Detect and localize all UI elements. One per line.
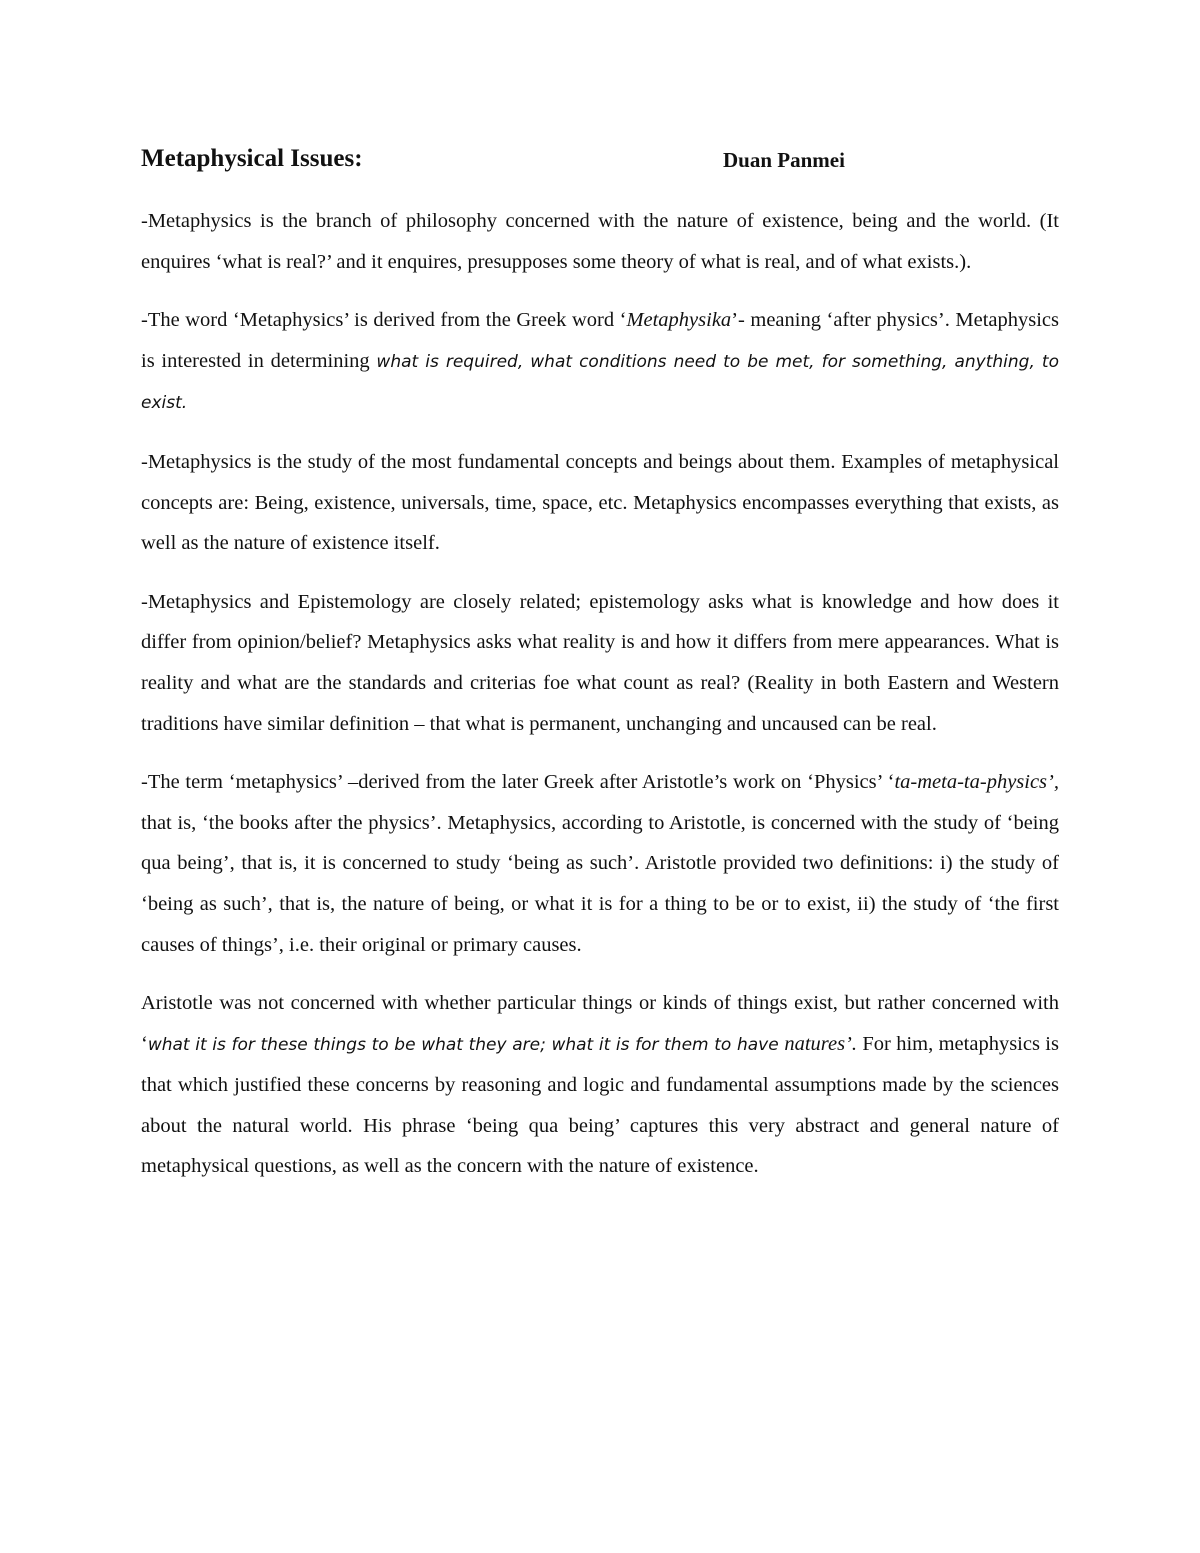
italic-emphasis: what it is for these things to be what they are; what it is for them to have — [147, 1034, 785, 1055]
text-run: that is, ‘the books after the physics’. Metaphysics, according to Aristotle, is concerned with the study of ‘being qua being’, that is, it is concerned to study ‘being as such’. Aristotle provided two definitions: i) the study of ‘being as such’, that is, the nature of being, or what it is for a thing to be or to exist, ii) the study of ‘the first causes of things’, i.e. their original or primary causes. — [141, 811, 1059, 956]
paragraph-aristotle-term — [141, 762, 1059, 965]
paragraph-definition — [141, 201, 1059, 282]
author-name: Duan Panmei — [723, 148, 845, 172]
italic-emphasis: what is required, what conditions need to be met, for something, anything, to exist. — [141, 351, 1059, 414]
text-run: -Metaphysics is the study of the most fundamental concepts and beings about them. Examples of metaphysical concepts are: Being, existence, universals, time, space, etc. Metaphysics encompasses everything that exists, as well as the nature of existence itself. — [141, 450, 1059, 555]
document-body — [141, 201, 1059, 1205]
text-run: -Metaphysics is the branch of philosophy concerned with the nature of existence, being and the world. (It enquires ‘what is real?’ and it enquires, presupposes some theory of what is real, and of what exists.). — [141, 210, 1059, 273]
paragraph-etymology — [141, 300, 1059, 424]
document-title: Metaphysical Issues: — [141, 145, 363, 172]
text-run: For him, metaphysics is that which justified these concerns by reasoning and logic and fundamental assumptions made by the sciences about the natural world. His phrase ‘being qua being’ captures this very abstract and general nature of metaphysical questions, as well as the concern with the nature of existence. — [141, 1032, 1059, 1178]
paragraph-epistemology — [141, 582, 1059, 744]
italic-term: Metaphysika — [626, 309, 732, 332]
text-run: Aristotle was not concerned with whether particular things or kinds of things exist, but rather concerned with ‘ — [141, 992, 1059, 1055]
paragraph-aristotle-concern — [141, 983, 1059, 1187]
paragraph-concepts — [141, 442, 1059, 564]
text-run: ’- meaning ‘after physics’. Metaphysics is interested in determining — [141, 309, 1059, 372]
text-run: -The word ‘Metaphysics’ is derived from the Greek word ‘ — [141, 309, 627, 332]
italic-term: ta-meta-ta-physics’, — [894, 771, 1059, 794]
italic-term: natures’. — [784, 1032, 858, 1055]
text-run: -The term ‘metaphysics’ –derived from the later Greek after Aristotle’s work on ‘Physics’ ‘ — [141, 771, 895, 794]
document-header — [141, 142, 1059, 178]
text-run: -Metaphysics and Epistemology are closely related; epistemology asks what is knowledge and how does it differ from opinion/belief? Metaphysics asks what reality is and how it differs from mere appearances. What is reality and what are the standards and criterias foe what count as real? (Reality in both Eastern and Western traditions have similar definition – that what is permanent, unchanging and uncaused can be real. — [141, 590, 1059, 735]
